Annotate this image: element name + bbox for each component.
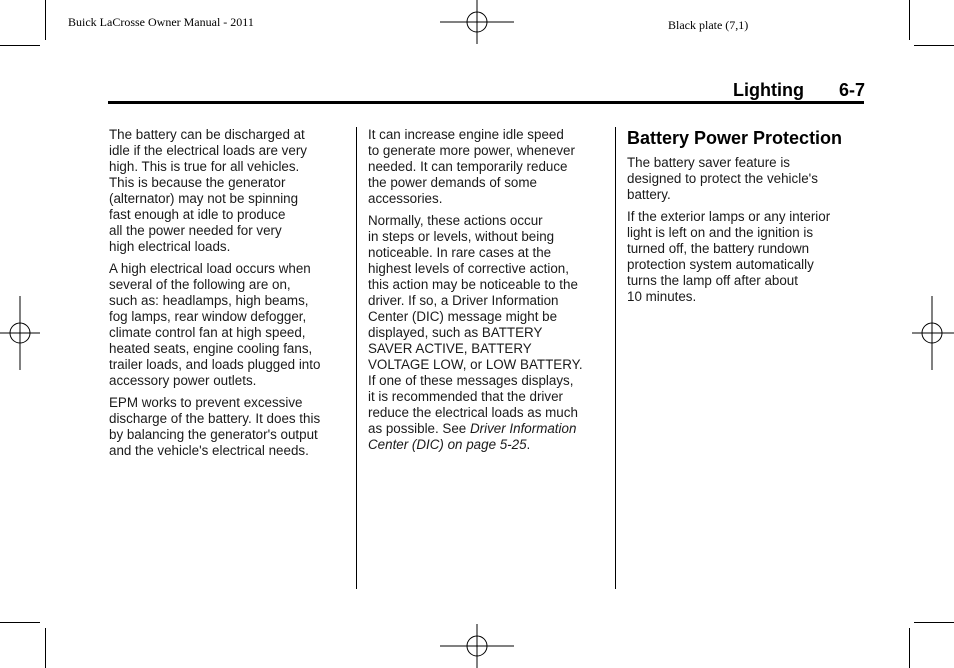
paragraph-line: EPM works to prevent excessive	[109, 395, 303, 410]
paragraph	[368, 127, 608, 207]
paragraph-line: all the power needed for very	[109, 223, 282, 238]
column-divider	[615, 127, 616, 589]
registration-mark-icon	[440, 0, 514, 44]
paragraph-line: fog lamps, rear window defogger,	[109, 309, 307, 324]
paragraph-line: The battery saver feature is	[627, 155, 790, 170]
paragraph-line: heated seats, engine cooling fans,	[109, 341, 313, 356]
crop-mark	[914, 622, 954, 623]
paragraph-line: needed. It can temporarily reduce	[368, 159, 568, 174]
paragraph-line: noticeable. In rare cases at the	[368, 245, 552, 260]
paragraph-line: discharge of the battery. It does this	[109, 411, 321, 426]
paragraph-line: light is left on and the ignition is	[627, 225, 814, 240]
paragraph-line: by balancing the generator's output	[109, 427, 318, 442]
registration-mark-icon	[912, 296, 954, 370]
paragraph-line: protection system automatically	[627, 257, 814, 272]
paragraph-line: driver. If so, a Driver Information	[368, 293, 559, 308]
paragraph-line: 10 minutes.	[627, 289, 697, 304]
paragraph-line: as possible. See Driver Information	[368, 421, 577, 436]
paragraph-line: The battery can be discharged at	[109, 127, 305, 142]
crop-mark	[909, 0, 910, 40]
paragraph	[109, 395, 349, 459]
paragraph-line: accessory power outlets.	[109, 373, 257, 388]
registration-mark-icon	[440, 624, 514, 668]
paragraph-line: several of the following are on,	[109, 277, 291, 292]
paragraph-line: Normally, these actions occur	[368, 213, 543, 228]
crop-mark	[45, 628, 46, 668]
paragraph	[109, 127, 349, 255]
section-title: Battery Power Protection	[627, 128, 843, 148]
paragraph-line: accessories.	[368, 191, 443, 206]
crop-mark	[909, 628, 910, 668]
paragraph-line: turned off, the battery rundown	[627, 241, 810, 256]
paragraph-line: battery.	[627, 187, 671, 202]
running-head	[733, 80, 865, 101]
paragraph-line: and the vehicle's electrical needs.	[109, 443, 309, 458]
paragraph-line: If one of these messages displays,	[368, 373, 574, 388]
registration-mark-icon	[0, 296, 40, 370]
paragraph-line: designed to protect the vehicle's	[627, 171, 818, 186]
paragraph-line: high. This is true for all vehicles.	[109, 159, 300, 174]
paragraph-line: such as: headlamps, high beams,	[109, 293, 309, 308]
paragraph-line: SAVER ACTIVE, BATTERY	[368, 341, 532, 356]
paragraph	[109, 261, 349, 389]
crop-mark	[0, 45, 40, 46]
paragraph-line: trailer loads, and loads plugged into	[109, 357, 321, 372]
paragraph-line: A high electrical load occurs when	[109, 261, 311, 276]
crop-mark	[0, 622, 40, 623]
cross-reference-link[interactable]: Center (DIC) on page 5-25	[368, 437, 527, 452]
cross-reference-link[interactable]: Driver Information	[469, 421, 577, 436]
paragraph-line: If the exterior lamps or any interior	[627, 209, 831, 224]
section-name: Lighting	[733, 80, 804, 100]
column-divider	[356, 127, 357, 589]
paragraph-line: Center (DIC) message might be	[368, 309, 558, 324]
paragraph	[627, 155, 872, 203]
paragraph-line: high electrical loads.	[109, 239, 231, 254]
paragraph-lines	[368, 213, 608, 421]
paragraph-line: turns the lamp off after about	[627, 273, 798, 288]
column-3	[627, 127, 872, 311]
paragraph-line: in steps or levels, without being	[368, 229, 555, 244]
paragraph-line: the power demands of some	[368, 175, 537, 190]
paragraph-line: VOLTAGE LOW, or LOW BATTERY.	[368, 357, 583, 372]
paragraph-line: highest levels of corrective action,	[368, 261, 569, 276]
header-rule	[108, 101, 864, 104]
paragraph	[627, 209, 872, 305]
paragraph	[368, 213, 608, 453]
paragraph-line: It can increase engine idle speed	[368, 127, 564, 142]
paragraph-line: this action may be noticeable to the	[368, 277, 578, 292]
paragraph-line: reduce the electrical loads as much	[368, 405, 578, 420]
paragraph-line: displayed, such as BATTERY	[368, 325, 543, 340]
column-1	[109, 127, 349, 465]
paragraph-line: This is because the generator	[109, 175, 286, 190]
paragraph-line: Center (DIC) on page 5-25.	[368, 437, 531, 452]
print-header-left: Buick LaCrosse Owner Manual - 2011	[68, 15, 254, 29]
paragraph-line: (alternator) may not be spinning	[109, 191, 299, 206]
crop-mark	[45, 0, 46, 40]
paragraph-line: fast enough at idle to produce	[109, 207, 286, 222]
paragraph-line: climate control fan at high speed,	[109, 325, 306, 340]
paragraph-line: to generate more power, whenever	[368, 143, 575, 158]
paragraph-line: idle if the electrical loads are very	[109, 143, 307, 158]
print-header-right: Black plate (7,1)	[668, 18, 749, 32]
crop-mark	[914, 45, 954, 46]
paragraph-line: it is recommended that the driver	[368, 389, 563, 404]
column-2	[368, 127, 608, 459]
page-number: 6-7	[839, 80, 866, 100]
